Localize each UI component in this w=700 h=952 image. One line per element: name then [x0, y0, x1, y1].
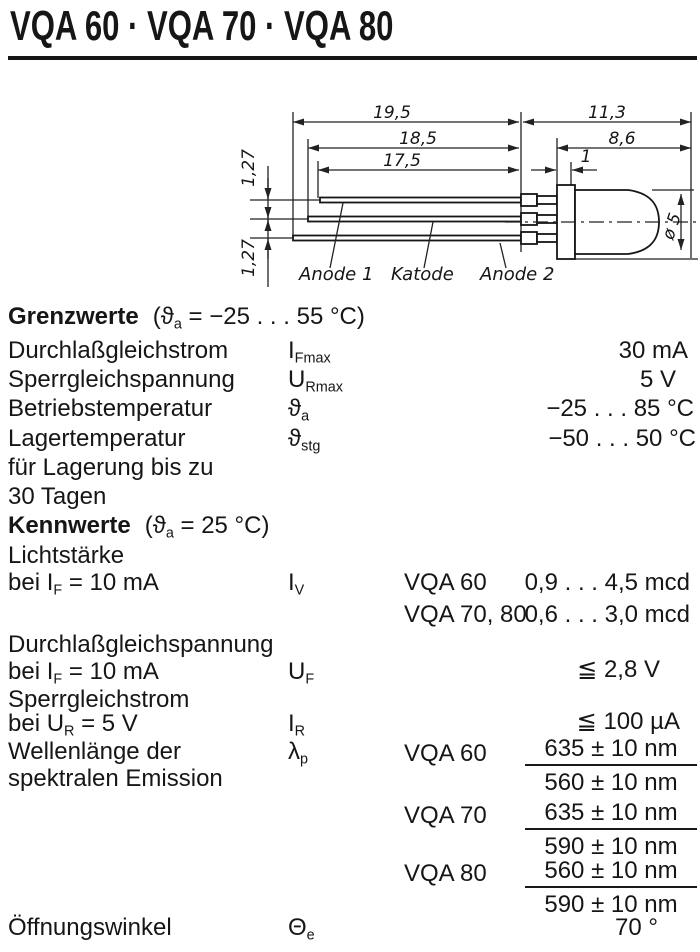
- param-symbol: ϑa: [288, 395, 310, 425]
- grenzwerte-row-label: Sperrgleichspannung: [8, 366, 235, 393]
- grenzwerte-row-label: Durchlaßgleichstrom: [8, 337, 229, 364]
- wavelength-pair: [525, 858, 697, 917]
- label-anode2: Anode 2: [480, 264, 555, 285]
- wavelength-bottom: 590 ± 10 nm: [544, 891, 678, 919]
- page-title: [10, 2, 394, 49]
- dim-18-5: 18,5: [399, 129, 437, 149]
- param-value: −25 . . . 85 °C: [546, 395, 694, 422]
- param-symbol: λp: [288, 738, 309, 768]
- durchlassspannung-condition: bei IF = 10 mA: [8, 658, 159, 688]
- dim-pitch-top: 1,27: [239, 149, 259, 187]
- grenzwerte-row-label-cont: 30 Tagen: [8, 483, 107, 510]
- label-katode: Katode: [391, 264, 454, 285]
- grenzwerte-row-label: Betriebstemperatur: [8, 395, 213, 422]
- param-symbol: IR: [288, 710, 306, 740]
- param-value: 5 V: [639, 366, 676, 393]
- sperrstrom-condition: bei UR = 5 V: [8, 710, 138, 740]
- grenzwerte-heading: [8, 304, 365, 332]
- led-package-drawing: [0, 82, 700, 304]
- page-title-text: VQA 60 · VQA 70 · VQA 80: [10, 2, 394, 49]
- wavelength-top: 560 ± 10 nm: [525, 858, 697, 888]
- dim-8-6: 8,6: [608, 129, 636, 149]
- wavelength-pair: [525, 800, 697, 859]
- kennwerte-condition: (ϑa = 25 °C): [144, 512, 270, 542]
- grenzwerte-heading-word: Grenzwerte: [8, 303, 139, 330]
- wavelength-bottom: 590 ± 10 nm: [544, 833, 678, 861]
- model-name: VQA 70, 80: [404, 601, 527, 628]
- wavelength-bottom: 560 ± 10 nm: [544, 769, 678, 797]
- model-name: VQA 60: [404, 569, 487, 596]
- param-value: ≦ 100 µA: [576, 708, 680, 735]
- label-anode1: Anode 1: [299, 264, 374, 285]
- wavelength-pair: [525, 736, 697, 795]
- grenzwerte-row-label: Lagertemperatur: [8, 425, 186, 452]
- param-symbol: IFmax: [288, 337, 331, 367]
- model-name: VQA 60: [404, 740, 487, 767]
- grenzwerte-condition: (ϑa = −25 . . . 55 °C): [152, 303, 365, 333]
- lichtstaerke-label: Lichtstärke: [8, 542, 125, 569]
- dim-1: 1: [580, 147, 592, 167]
- param-symbol: IV: [288, 569, 305, 599]
- param-symbol: ϑstg: [288, 425, 321, 455]
- model-name: VQA 80: [404, 860, 487, 887]
- dim-11-3: 11,3: [588, 103, 626, 123]
- dim-17-5: 17,5: [383, 151, 421, 171]
- dim-19-5: 19,5: [373, 103, 411, 123]
- param-value: 0,9 . . . 4,5 mcd: [524, 569, 690, 596]
- kennwerte-heading-word: Kennwerte: [8, 512, 131, 539]
- param-symbol: Θe: [288, 914, 315, 944]
- lichtstaerke-condition: bei IF = 10 mA: [8, 569, 159, 599]
- dim-diameter: ø 5: [658, 210, 686, 243]
- param-value: 30 mA: [618, 337, 688, 364]
- kennwerte-heading: [8, 513, 269, 541]
- grenzwerte-row-label-cont: für Lagerung bis zu: [8, 454, 214, 481]
- param-value: 0,6 . . . 3,0 mcd: [524, 601, 690, 628]
- param-symbol: URmax: [288, 366, 343, 396]
- durchlassspannung-label: Durchlaßgleichspannung: [8, 631, 274, 658]
- lead-labels: [298, 264, 554, 285]
- sperrstrom-label: Sperrgleichstrom: [8, 686, 190, 713]
- param-value: ≦ 2,8 V: [577, 656, 660, 683]
- param-value: 70 °: [615, 914, 658, 941]
- param-symbol: UF: [288, 658, 315, 688]
- title-rule: [8, 56, 697, 60]
- wellenlaenge-label-cont: spektralen Emission: [8, 765, 223, 792]
- dim-pitch-bottom: 1,27: [239, 239, 259, 277]
- wellenlaenge-label: Wellenlänge der: [8, 738, 182, 765]
- model-name: VQA 70: [404, 802, 487, 829]
- wavelength-top: 635 ± 10 nm: [525, 736, 697, 766]
- oeffnungswinkel-label: Öffnungswinkel: [8, 914, 172, 941]
- led-leads: [293, 194, 557, 244]
- param-value: −50 . . . 50 °C: [548, 425, 696, 452]
- wavelength-top: 635 ± 10 nm: [525, 800, 697, 830]
